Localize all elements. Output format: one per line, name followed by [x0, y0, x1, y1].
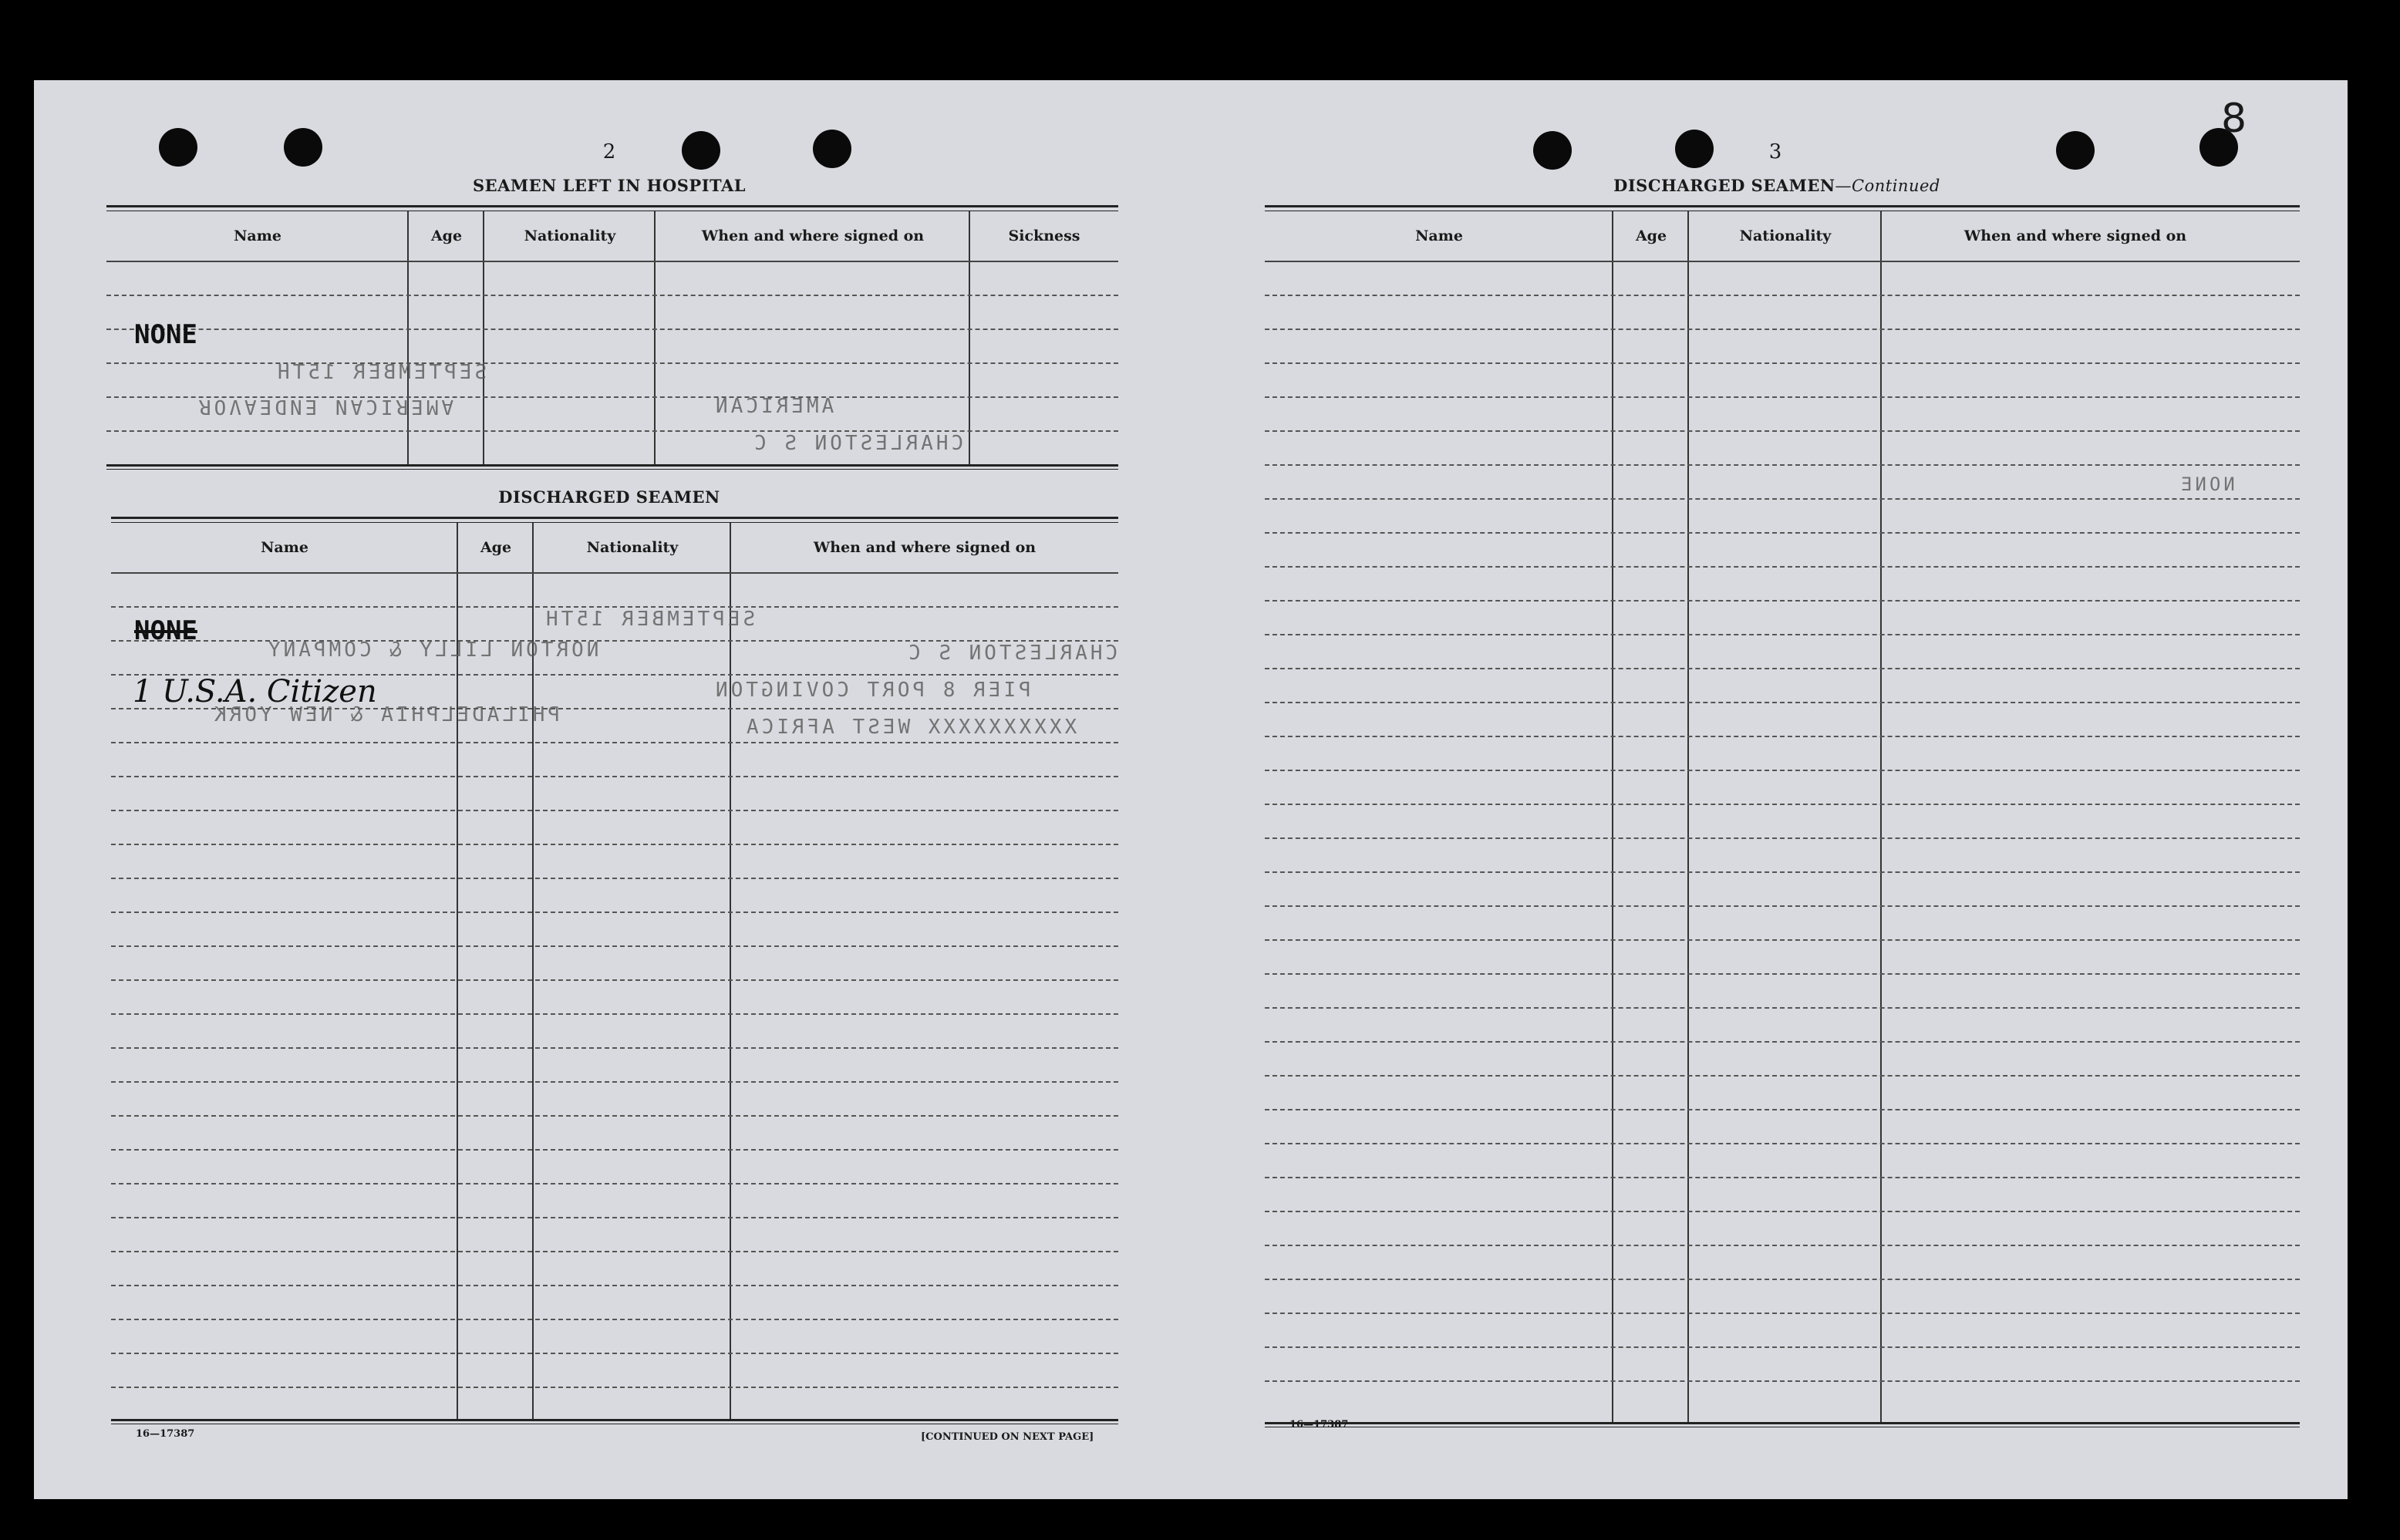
section-title-hospital: SEAMEN LEFT IN HOSPITAL — [472, 176, 747, 195]
punch-hole — [1533, 131, 1572, 170]
hospital-entry: NONE — [134, 319, 197, 350]
col-header-nationality: Nationality — [1739, 227, 1832, 244]
bleed-text: CHARLESTON S C — [751, 432, 964, 455]
punch-hole — [813, 130, 851, 168]
col-header-sickness: Sickness — [1008, 227, 1080, 244]
col-header-age: Age — [1635, 227, 1667, 244]
bleed-text: CHARLESTON S C — [905, 642, 1118, 665]
bleed-text: PIER 8 PORT COVINGTON — [713, 679, 1031, 702]
bleed-text: SEPTEMBER 15TH — [275, 361, 487, 384]
section-title-discharged-continued — [1276, 176, 2278, 195]
bleed-text: AMERICAN — [713, 395, 834, 418]
bleed-text: XXXXXXXXXX WEST AFRICA — [743, 716, 1077, 739]
col-header-name: Name — [1415, 227, 1463, 244]
title-main: DISCHARGED SEAMEN — [1613, 176, 1835, 195]
handwritten-note: 1 U.S.A. Citizen — [133, 674, 377, 709]
col-header-age: Age — [430, 227, 463, 244]
punch-hole — [682, 131, 720, 170]
bleed-text: NONE — [2178, 473, 2235, 495]
discharged-continued-table — [1265, 205, 2300, 1493]
corner-mark: 8 — [2221, 96, 2247, 142]
page-number: 3 — [1768, 140, 1782, 163]
title-suffix: —Continued — [1835, 177, 1940, 195]
punch-hole — [284, 128, 322, 167]
document-sheet — [34, 80, 2348, 1499]
bleed-text: SEPTEMBER 15TH — [543, 608, 756, 631]
discharged-entry-struck: NONE — [134, 615, 197, 646]
col-header-nationality: Nationality — [586, 539, 679, 556]
form-number: 16—17387 — [1289, 1419, 1349, 1430]
col-header-signed-on: When and where signed on — [813, 539, 1037, 556]
bleed-text: AMERICAN ENDEAVOR — [196, 395, 454, 418]
continued-note: [CONTINUED ON NEXT PAGE] — [921, 1431, 1094, 1443]
punch-hole — [159, 128, 197, 167]
col-header-name: Name — [234, 227, 281, 244]
bleed-text: NORTON LILLY & COMPANY — [265, 639, 599, 662]
form-number: 16—17387 — [136, 1428, 195, 1440]
col-header-nationality: Nationality — [524, 227, 616, 244]
col-header-signed-on: When and where signed on — [1963, 227, 2187, 244]
punch-hole — [1675, 130, 1714, 168]
bleed-text: PHILADELPHIA & NEW YORK — [211, 703, 561, 726]
col-header-name: Name — [261, 539, 308, 556]
col-header-signed-on: When and where signed on — [701, 227, 925, 244]
page-number: 2 — [602, 140, 616, 163]
section-title-discharged: DISCHARGED SEAMEN — [498, 487, 720, 507]
col-header-age: Age — [480, 539, 512, 556]
punch-hole — [2056, 131, 2095, 170]
